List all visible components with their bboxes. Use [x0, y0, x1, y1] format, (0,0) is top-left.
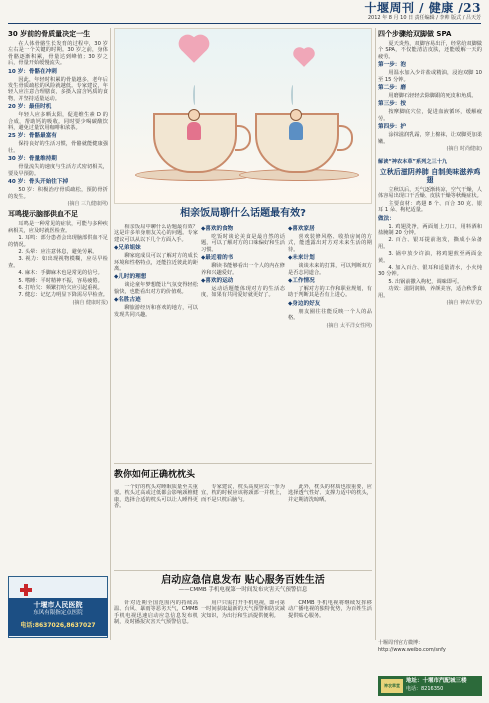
- article-headline: 启动应急信息发布 贴心服务百姓生活: [161, 575, 325, 586]
- page-dateline: 2012 年 8 月 10 日 责任编辑 / 李帅 版式 / 吕天芳: [367, 15, 481, 21]
- hospital-name: 十堰市人民医院: [33, 601, 83, 609]
- brand-logo: 神农草堂: [381, 679, 403, 693]
- article-paragraph: 主要食材：鸡翅 8 个、百合 30 克、银耳 1 朵、枸杞适量。: [378, 200, 482, 214]
- article-subhead: ◆最近看的书: [201, 255, 234, 262]
- ad-address: 地址：十堰市汽配城三楼: [406, 678, 467, 684]
- article-paragraph: 骨量流失的速度与生活方式密切相关，要及早预防。: [8, 164, 108, 177]
- article-column: [201, 600, 285, 660]
- article-source: (摘自 神农草堂): [446, 299, 482, 306]
- article-paragraph: 功效：滋阴润肺，养颜美容，适合秋季食用。: [378, 286, 482, 299]
- article-paragraph: 按摩脚底穴位，促进血液循环，缓解疲劳。: [378, 109, 482, 122]
- article-paragraph: 专家建议，枕头高度应以一拳为宜，枕的时候应该将颈部一并枕上，而不是只枕后脑勺。: [201, 484, 285, 503]
- emergency-article-header: [114, 575, 372, 597]
- column-divider-right: [375, 28, 376, 640]
- hospital-dept: 东风有限指定点医院: [33, 610, 83, 616]
- section-rule: [114, 570, 372, 571]
- article-paragraph: 4. 麻木：手脚麻木也是常见的信号。: [18, 270, 103, 277]
- hospital-ad-banner: [8, 598, 108, 636]
- hospital-phone: 电话:8637026,8637027: [20, 622, 96, 629]
- article-column: [201, 224, 285, 456]
- article-subhead: ◆喜欢的运动: [201, 278, 234, 285]
- article-subhead: ◆未来计划: [288, 255, 315, 262]
- article-source: (摘自 时尚健康): [446, 146, 482, 153]
- article-paragraph: 聊家庭成员可以了解对方的成长环境和性格特点，还能拉近彼此的距离。: [114, 253, 198, 273]
- article-paragraph: 谈论童年梦想能让气氛变得轻松愉快，也能看出对方的价值观。: [114, 282, 198, 295]
- series-label: 解读“神农本草”系列之三十九: [378, 159, 448, 166]
- article-paragraph: 吃饭时谈论美食是最自然的话题，可以了解对方的口味偏好和生活习惯。: [201, 234, 285, 253]
- article-subhead: 第三步：按: [378, 101, 406, 108]
- article-paragraph: 4. 加入百合、银耳和适量清水，小火炖 30 分钟。: [378, 264, 482, 278]
- footer-ad: [378, 676, 482, 696]
- article-paragraph: 在人体骨骼生长发育的过程中，30 岁左右是一个关键的时期。30 岁之前，身体骨骼逐渐积累，骨量达到峰值；30 岁之后，骨量开始缓慢流失。: [8, 41, 108, 67]
- article-paragraph: CMMB 手机电视将继续发挥移动广播电视的独特优势，为百姓生活提供贴心服务。: [288, 600, 372, 619]
- steam-icon: [193, 85, 197, 105]
- article-subhead: ◆喜欢的食物: [201, 226, 234, 232]
- article-subhead: ◆兄弟姐妹: [114, 245, 141, 252]
- article-paragraph: 因此，年轻时积累的骨量越多，老年后发生骨质疏松的风险就越低。专家建议，年轻人应注意合理膳食，多摄入富含钙质的食物，并坚持适量运动。: [8, 76, 108, 102]
- article-subhead: ◆喜欢家居: [288, 226, 315, 232]
- article-paragraph: 6. 打哈欠：频繁打哈欠应引起重视。: [18, 284, 103, 291]
- couple-coffee-illustration: [114, 28, 372, 204]
- article-column: [288, 224, 372, 456]
- article-paragraph: 5. 出锅前撒入枸杞，调味即可。: [388, 278, 463, 285]
- article-headline: 四个步骤给双脚做 SPA: [378, 30, 452, 38]
- steam-icon: [291, 85, 295, 105]
- ad-phone: 电话：8216350: [406, 686, 444, 692]
- article-paragraph: 运动话题能体现对方的生活态度，如果有共同爱好就更好了。: [201, 286, 285, 299]
- article-paragraph: 2. 百合、银耳提前泡发，撕成小朵备用。: [378, 237, 482, 250]
- article-paragraph: 3. 视力：如出现视物模糊，应尽早检查。: [8, 256, 108, 269]
- article-paragraph: 针对近期全国范围内的持续高温、台风、暴雨等恶劣天气，CMMB 手机电视迅速启动应急信息发布机制，及时播报灾害天气预警信息。: [114, 600, 198, 626]
- article-paragraph: 1. 耳鸣：部分患者会出现脑部供血不足的情况。: [8, 235, 108, 248]
- article-column: [288, 600, 372, 660]
- article-paragraph: 喜欢装修风格、收拾房间的方式，能透露出对方对未来生活的期待。: [288, 234, 372, 253]
- article-subhead: ◆儿时的理想: [114, 274, 147, 281]
- article-paragraph: 2. 头晕：应注意休息，避免劳累。: [18, 248, 98, 255]
- article-paragraph: 用磨脚石轻轻去除脚跟的死皮和角质。: [388, 93, 477, 100]
- article-subhead: ◆身边的好友: [288, 300, 321, 307]
- weibo-label: 十堰周刊官方微博：: [378, 640, 424, 646]
- article-paragraph: 相亲饭局中聊什么话题最有效？这是许多单身朋友关心的问题。专家建议可以从以下几个方面入手。: [114, 224, 198, 243]
- column-divider-left: [110, 28, 111, 640]
- article-paragraph: 立秋以后，天气逐渐转凉，空气干燥，人体容易出现口干舌燥、皮肤干燥等秋燥症状。: [378, 186, 482, 200]
- article-subhead: 30 岁：骨量维持期: [8, 156, 57, 163]
- article-source: (摘自 健康时报): [72, 299, 108, 306]
- article-paragraph: 耳鸣是一种常见的症状，可能与多种疾病相关，应及时就医检查。: [8, 221, 108, 234]
- article-headline: 耳鸣提示脑部供血不足: [8, 210, 78, 219]
- article-subhead: 第一步：泡: [378, 62, 406, 69]
- article-paragraph: 谈谈未来的打算，可以判断双方是否志同道合。: [288, 263, 372, 276]
- article-paragraph: 了解对方的工作和职业规划，有助于判断其是否有上进心。: [288, 286, 372, 299]
- article-paragraph: 用温水加入少许盐或精油，浸泡双脚 10 至 15 分钟。: [378, 70, 482, 83]
- article-paragraph: 年轻人应多晒太阳，促进维生素 D 的合成，帮助钙的吸收。同时要少喝碳酸饮料，避免过量饮用咖啡和浓茶。: [8, 112, 108, 132]
- article-source: (摘自 太平洋女性网): [326, 322, 372, 329]
- article-paragraph: 此外，枕头的材质也很重要，应选择透气性好、支撑力适中的枕头，并定期清洗晾晒。: [288, 484, 372, 503]
- right-column: [378, 28, 482, 640]
- section-rule: [114, 463, 372, 464]
- weibo-info: [378, 640, 482, 672]
- article-subhead: 20 岁：最佳时机: [8, 104, 52, 111]
- article-paragraph: 1. 鸡翅洗净，两面划上刀口，用料酒和盐腌制 20 分钟。: [378, 223, 482, 236]
- article-paragraph: 夏天炎热，双脚容易出汗，经常给双脚做个 SPA，不仅能清洁皮肤，还能缓解一天的疲劳。: [378, 41, 482, 60]
- article-subhead: 做法：: [378, 215, 395, 222]
- article-subhead: 40 岁：骨头开始往下掉: [8, 179, 69, 186]
- article-column: [114, 600, 198, 660]
- article-paragraph: 5. 嗜睡：平时精神不振，容易疲倦。: [18, 277, 103, 284]
- article-paragraph: 3. 锅中放少许油，将鸡翅煎至两面金黄。: [378, 251, 482, 264]
- red-cross-icon: [20, 584, 32, 596]
- weibo-link[interactable]: http://www.weibo.com/snfy: [378, 647, 446, 653]
- article-headline: 30 岁前的骨质量决定一生: [8, 30, 91, 38]
- article-column: [114, 224, 198, 456]
- article-paragraph: 保持良好的生活习惯，骨骼就能健康强壮。: [8, 141, 108, 154]
- heart-icon: [181, 37, 206, 62]
- article-subhead: ◆工作情况: [288, 278, 315, 285]
- article-headline: 立秋后滋阴养肺 自制美味滋养鸡翅: [379, 167, 481, 184]
- masthead: [0, 0, 489, 24]
- article-subhead: 第四步：护: [378, 124, 406, 131]
- article-source: (摘自 三九健康网): [67, 200, 108, 207]
- article-subhead: 第二步：磨: [378, 85, 406, 92]
- article-column: [114, 484, 198, 524]
- article-paragraph: 聊读书能够看出一个人的内在修养和兴趣爱好。: [201, 263, 285, 276]
- article-paragraph: 聊旅游经历和喜欢的地方，可以发现共同兴趣。: [114, 305, 198, 318]
- article-paragraph: 一个好的枕头对睡眠质量至关重要。枕头过高或过低都会影响颈椎健康，选择合适的枕头可以让人睡得更香。: [114, 484, 198, 510]
- article-subhead: 25 岁：骨骼最富有: [8, 133, 57, 140]
- article-subtitle: ——CMMB 手机电视第一时间发布灾害天气预警信息: [178, 587, 308, 593]
- article-subhead: 10 岁：骨骼在冲刺: [8, 68, 57, 75]
- article-paragraph: 50 岁：积极治疗骨质疏松，预防骨折的发生。: [8, 187, 108, 200]
- left-column: [8, 28, 108, 468]
- article-headline: 教你如何正确枕枕头: [114, 470, 196, 480]
- boy-figure-icon: [289, 109, 303, 139]
- article-paragraph: 朋友圈往往能反映一个人的品格。: [288, 308, 372, 322]
- masthead-rule: [8, 23, 481, 24]
- article-paragraph: 7. 健忘：记忆力明显下降需尽早检查。: [18, 292, 108, 299]
- article-column: [201, 484, 285, 524]
- heart-icon: [295, 49, 313, 67]
- article-subhead: ◆名胜古迹: [114, 297, 141, 304]
- article-headline: 相亲饭局聊什么话题最有效?: [180, 208, 306, 219]
- page-title: 十堰周刊 / 健康 /23: [364, 1, 481, 15]
- article-paragraph: 涂抹滋润乳霜，穿上棉袜，让双脚更加柔嫩。: [378, 132, 482, 145]
- girl-figure-icon: [187, 109, 201, 139]
- article-column: [288, 484, 372, 524]
- article-paragraph: 用户只需打开手机电视，即可第一时间获取最新的天气预警和防灾减灾知识，为出行和生活提供便利。: [201, 600, 285, 619]
